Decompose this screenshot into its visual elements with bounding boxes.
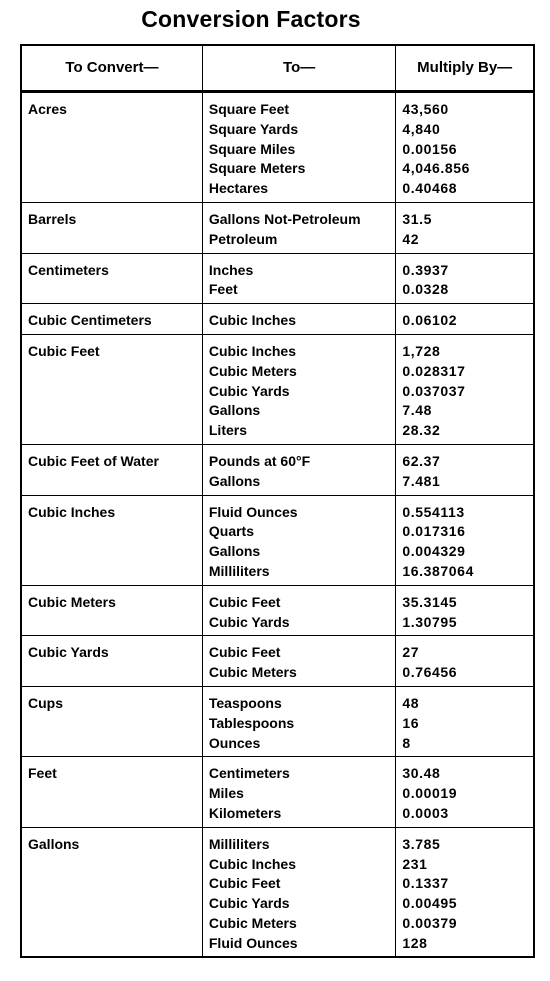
conversion-factor: 0.3937 (402, 261, 449, 278)
multiply-by-cell (396, 585, 534, 636)
conversion-factor: 31.5 (402, 210, 433, 227)
convert-from-unit: Cubic Yards (28, 644, 109, 661)
convert-from-cell (21, 253, 202, 304)
conversion-factor: 0.00379 (402, 914, 458, 931)
convert-to-unit: Inches (208, 261, 254, 278)
conversion-factor: 48 (402, 694, 420, 711)
conversion-factor: 1.30795 (402, 613, 458, 630)
table-row (21, 827, 534, 957)
multiply-by-cell (396, 444, 534, 495)
conversion-factor: 16.387064 (402, 562, 474, 579)
table-row (21, 253, 534, 304)
conversion-factor: 4,046.856 (402, 160, 471, 177)
table-row (21, 444, 534, 495)
conversion-factor: 4,840 (402, 120, 441, 137)
table-row (21, 202, 534, 253)
convert-to-unit: Cubic Inches (208, 312, 297, 329)
multiply-by-cell (396, 92, 534, 203)
convert-from-cell (21, 686, 202, 756)
multiply-by-cell (396, 757, 534, 827)
conversion-factor: 0.06102 (402, 312, 458, 329)
convert-to-unit: Ounces (208, 734, 261, 751)
conversion-factor: 0.40468 (402, 180, 458, 197)
convert-from-cell (21, 334, 202, 444)
multiply-by-cell (396, 334, 534, 444)
conversion-factor: 0.037037 (402, 382, 466, 399)
table-row (21, 686, 534, 756)
convert-to-unit: Gallons (208, 402, 261, 419)
table-body (21, 92, 534, 958)
multiply-by-cell (396, 636, 534, 687)
convert-to-unit: Petroleum (208, 230, 278, 247)
conversion-factor: 0.00156 (402, 140, 458, 157)
table-row (21, 334, 534, 444)
convert-to-cell (202, 495, 396, 585)
convert-from-unit: Feet (28, 765, 57, 782)
convert-from-unit: Cubic Feet (28, 342, 100, 359)
convert-to-unit: Centimeters (208, 765, 290, 782)
convert-to-unit: Gallons Not-Petroleum (208, 210, 361, 227)
convert-to-unit: Fluid Ounces (208, 503, 298, 520)
convert-from-cell (21, 757, 202, 827)
convert-from-unit: Cups (28, 694, 63, 711)
conversion-table (20, 44, 535, 958)
conversion-factor: 0.1337 (402, 875, 449, 892)
convert-from-unit: Cubic Feet of Water (28, 452, 159, 469)
convert-to-unit: Milliliters (208, 562, 270, 579)
convert-from-unit: Cubic Meters (28, 593, 116, 610)
conversion-factor: 16 (402, 714, 420, 731)
table-row (21, 636, 534, 687)
table-header (21, 45, 534, 92)
multiply-by-cell (396, 202, 534, 253)
convert-to-cell (202, 444, 396, 495)
convert-from-cell (21, 585, 202, 636)
conversion-factor: 27 (402, 644, 420, 661)
convert-to-cell (202, 827, 396, 957)
convert-to-cell (202, 253, 396, 304)
convert-to-unit: Cubic Feet (208, 875, 281, 892)
convert-to-cell (202, 636, 396, 687)
table-row (21, 495, 534, 585)
conversion-factor: 128 (402, 934, 428, 951)
table-row (21, 757, 534, 827)
conversion-factor: 0.00019 (402, 785, 458, 802)
convert-to-cell (202, 92, 396, 203)
convert-from-unit: Gallons (28, 835, 80, 852)
convert-to-cell (202, 686, 396, 756)
convert-from-unit: Centimeters (28, 261, 109, 278)
multiply-by-cell (396, 686, 534, 756)
convert-to-unit: Cubic Feet (208, 644, 281, 661)
conversion-factor: 43,560 (402, 101, 449, 117)
convert-to-unit: Milliliters (208, 835, 270, 852)
convert-to-unit: Kilometers (208, 804, 282, 821)
convert-to-cell (202, 304, 396, 335)
conversion-factor: 3.785 (402, 835, 441, 852)
page-title-text: Conversion Factors (141, 6, 361, 32)
convert-to-unit: Square Meters (208, 160, 306, 177)
convert-to-unit: Cubic Yards (208, 895, 290, 912)
convert-from-cell (21, 636, 202, 687)
conversion-factor: 231 (402, 855, 428, 872)
convert-to-unit: Gallons (208, 472, 261, 489)
convert-from-unit: Cubic Centimeters (28, 312, 152, 329)
table-row (21, 585, 534, 636)
convert-to-unit: Quarts (208, 523, 254, 540)
conversion-factor: 62.37 (402, 452, 441, 469)
convert-to-unit: Miles (208, 785, 244, 802)
conversion-factor: 30.48 (402, 765, 441, 782)
convert-to-unit: Hectares (208, 180, 269, 197)
convert-from-unit: Barrels (28, 210, 77, 227)
multiply-by-cell (396, 827, 534, 957)
conversion-factor: 0.0003 (402, 804, 449, 821)
convert-to-unit: Pounds at 60°F (208, 452, 311, 469)
convert-to-unit: Cubic Meters (208, 362, 297, 379)
conversion-factor: 7.48 (402, 402, 433, 419)
conversion-factor: 0.76456 (402, 664, 458, 681)
conversion-factor: 0.004329 (402, 543, 466, 560)
convert-from-cell (21, 495, 202, 585)
convert-to-unit: Cubic Meters (208, 664, 297, 681)
convert-from-cell (21, 827, 202, 957)
conversion-factor: 28.32 (402, 422, 441, 439)
conversion-factor: 42 (402, 230, 420, 247)
conversion-factor: 0.0328 (402, 281, 449, 298)
convert-to-unit: Square Miles (208, 140, 296, 157)
conversion-factor: 7.481 (402, 472, 441, 489)
conversion-factor: 0.00495 (402, 895, 458, 912)
conversion-factor: 0.028317 (402, 362, 466, 379)
table-row (21, 304, 534, 335)
convert-to-unit: Square Yards (208, 120, 299, 137)
convert-to-unit: Feet (208, 281, 238, 298)
convert-from-unit: Acres (28, 101, 67, 117)
convert-from-cell (21, 202, 202, 253)
convert-to-unit: Cubic Yards (208, 613, 290, 630)
convert-to-unit: Tablespoons (208, 714, 295, 731)
convert-from-unit: Cubic Inches (28, 503, 116, 520)
convert-to-cell (202, 334, 396, 444)
header-multiply-by: Multiply By— (396, 45, 534, 92)
page-title (0, 6, 550, 33)
convert-to-unit: Square Feet (208, 101, 290, 117)
conversion-factor: 1,728 (402, 342, 441, 359)
conversion-factor: 0.017316 (402, 523, 466, 540)
convert-to-cell (202, 585, 396, 636)
multiply-by-cell (396, 304, 534, 335)
convert-to-cell (202, 202, 396, 253)
convert-to-unit: Cubic Feet (208, 593, 281, 610)
header-row (21, 45, 534, 92)
convert-to-unit: Gallons (208, 543, 261, 560)
conversion-factor: 35.3145 (402, 593, 458, 610)
table-row (21, 92, 534, 203)
convert-to-unit: Cubic Inches (208, 855, 297, 872)
convert-from-cell (21, 92, 202, 203)
convert-from-cell (21, 304, 202, 335)
convert-to-unit: Liters (208, 422, 247, 439)
header-to-convert: To Convert— (21, 45, 202, 92)
multiply-by-cell (396, 253, 534, 304)
convert-to-unit: Teaspoons (208, 694, 282, 711)
conversion-factor: 8 (402, 734, 411, 751)
convert-to-unit: Cubic Meters (208, 914, 297, 931)
multiply-by-cell (396, 495, 534, 585)
convert-to-unit: Fluid Ounces (208, 934, 298, 951)
convert-to-unit: Cubic Yards (208, 382, 290, 399)
convert-to-unit: Cubic Inches (208, 342, 297, 359)
conversion-factor: 0.554113 (402, 503, 465, 520)
convert-to-cell (202, 757, 396, 827)
convert-from-cell (21, 444, 202, 495)
header-to: To— (202, 45, 396, 92)
